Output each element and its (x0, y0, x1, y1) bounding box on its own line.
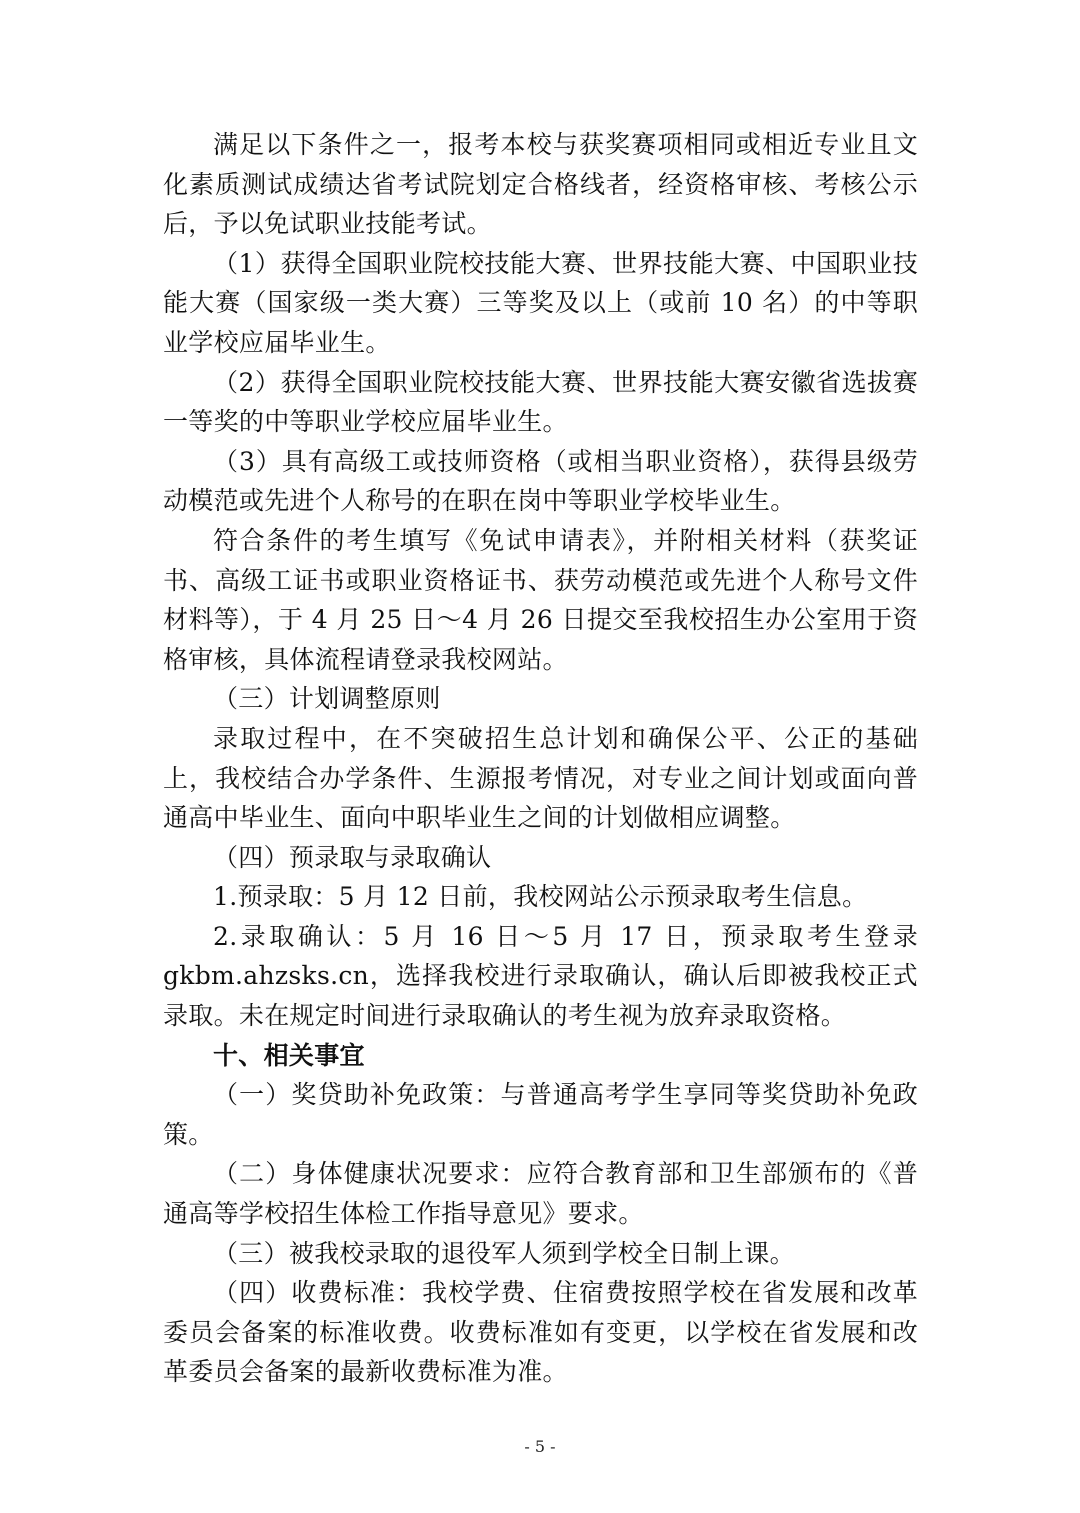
section-related-matters-heading: 十、相关事宜 (213, 1040, 365, 1070)
paragraph-admission-confirmation-cont: gkbm.ahzsks.cn，选择我校进行录取确认，确认后即被我校正式录取。未在规定时间进行录取确认的考生视为放弃录取资格。 (163, 961, 918, 1031)
section-pre-admission-title: （四）预录取与录取确认 (213, 842, 492, 872)
paragraph-pre-admission: 1.预录取：5 月 12 日前，我校网站公示预录取考生信息。 (213, 882, 868, 912)
paragraph-exemption-conditions: 满足以下条件之一，报考本校与获奖赛项相同或相近专业且文化素质测试成绩达省考试院划定合格线者，经资格审核、考核公示后，予以免试职业技能考试。 (163, 130, 918, 239)
paragraph-condition-3: （3）具有高级工或技师资格（或相当职业资格），获得县级劳动模范或先进个人称号的在职在岗中等职业学校毕业生。 (163, 446, 918, 516)
section-plan-adjustment-title: （三）计划调整原则 (213, 684, 441, 714)
paragraph-condition-1: （1）获得全国职业院校技能大赛、世界技能大赛、中国职业技能大赛（国家级一类大赛）三等奖及以上（或前 10 名）的中等职业学校应届毕业生。 (163, 248, 918, 357)
page-number: - 5 - (524, 1437, 556, 1456)
paragraph-plan-adjustment: 录取过程中，在不突破招生总计划和确保公平、公正的基础上，我校结合办学条件、生源报考情况，对专业之间计划或面向普通高中毕业生、面向中职毕业生之间的计划做相应调整。 (163, 723, 918, 833)
paragraph-veterans: （三）被我校录取的退役军人须到学校全日制上课。 (213, 1238, 795, 1268)
paragraph-financial-aid: （一）奖贷助补免政策：与普通高考学生享同等奖贷助补免政策。 (163, 1080, 918, 1149)
document-body (163, 125, 918, 1392)
paragraph-application-materials: 符合条件的考生填写《免试申请表》，并附相关材料（获奖证书、高级工证书或职业资格证书、获劳动模范或先进个人称号文件材料等），于 4 月 25 日～4 月 26 日提交至我校招生办公室用于资格审核，具体流程请登录我校网站。 (163, 525, 918, 674)
paragraph-condition-2: （2）获得全国职业院校技能大赛、世界技能大赛安徽省选拔赛一等奖的中等职业学校应届毕业生。 (163, 367, 918, 437)
paragraph-admission-confirmation: 2.录取确认：5 月 16 日～5 月 17 日，预录取考生登录 (213, 921, 918, 951)
paragraph-health-requirements: （二）身体健康状况要求：应符合教育部和卫生部颁布的《普通高等学校招生体检工作指导意见》要求。 (163, 1159, 918, 1229)
paragraph-fee-standards: （四）收费标准：我校学费、住宿费按照学校在省发展和改革委员会备案的标准收费。收费标准如有变更，以学校在省发展和改革委员会备案的最新收费标准为准。 (163, 1278, 918, 1387)
